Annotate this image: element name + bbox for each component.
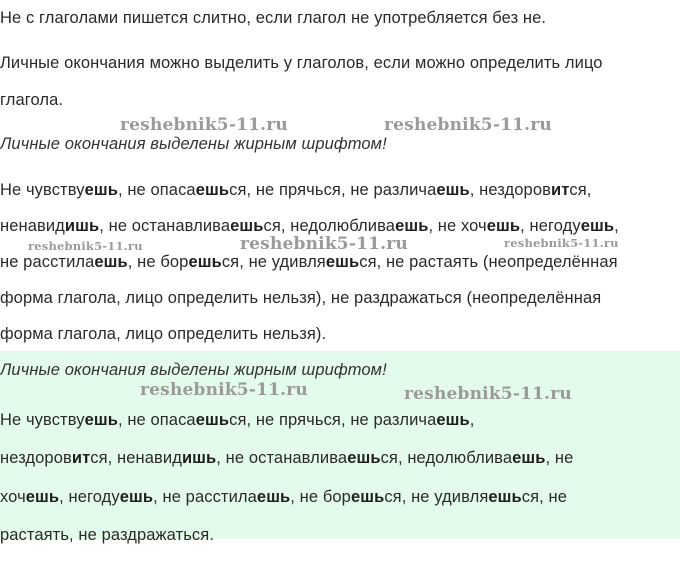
text-segment: хоч	[0, 488, 26, 506]
text-segment: , не бор	[127, 253, 189, 271]
rule-text-line-3: глагола.	[0, 91, 64, 109]
personal-ending-bold: ешь	[230, 217, 264, 235]
text-segment: форма глагола, лицо определить нельзя), не раздражаться (неопределённая	[0, 289, 602, 307]
text-segment: ненавид	[0, 217, 65, 235]
watermark-text: reshebnik5-11.ru	[28, 239, 143, 253]
text-segment: Не чувству	[0, 181, 85, 199]
section1-heading: Личные окончания выделены жирным шрифтом!	[0, 135, 387, 153]
watermark-text: reshebnik5-11.ru	[120, 115, 288, 135]
text-segment: ся, не удивля	[384, 488, 489, 506]
text-segment: , негоду	[59, 488, 120, 506]
personal-ending-bold: ишь	[181, 449, 217, 467]
rule-text-line-1: Не с глаголами пишется слитно, если глагол не употребляется без не.	[0, 9, 547, 27]
text-segment: , не	[545, 449, 574, 467]
text-segment: форма глагола, лицо определить нельзя).	[0, 325, 327, 343]
personal-ending-bold: ит	[71, 449, 91, 467]
watermark-text: reshebnik5-11.ru	[240, 234, 408, 254]
text-segment: ся, недолюблива	[263, 217, 396, 235]
personal-ending-bold: ешь	[256, 488, 291, 506]
text-segment: , негоду	[520, 217, 581, 235]
text-segment: ,	[469, 411, 475, 429]
personal-ending-bold: ишь	[64, 217, 100, 235]
personal-ending-bold: ешь	[350, 488, 385, 506]
text-segment: , не опаса	[117, 411, 196, 429]
text-segment: , нездоров	[469, 181, 551, 199]
text-segment: , не расстила	[153, 488, 257, 506]
personal-ending-bold: ешь	[195, 181, 230, 199]
text-segment: , не останавлива	[99, 217, 231, 235]
section1-line	[0, 252, 618, 272]
text-segment: ся, ненавид	[90, 449, 182, 467]
personal-ending-bold: ешь	[325, 253, 360, 271]
personal-ending-bold: ешь	[436, 181, 470, 199]
personal-ending-bold: ешь	[25, 488, 60, 506]
personal-ending-bold: ешь	[395, 217, 429, 235]
watermark-text: reshebnik5-11.ru	[384, 115, 552, 135]
personal-ending-bold: ит	[550, 181, 570, 199]
section1-line	[0, 288, 601, 308]
personal-ending-bold: ешь	[347, 449, 381, 467]
text-segment: ,	[614, 217, 619, 235]
section1-line	[0, 180, 592, 200]
text-segment: , не опаса	[117, 181, 196, 199]
text-segment: ся, не удивля	[221, 253, 326, 271]
watermark-text: reshebnik5-11.ru	[140, 380, 308, 400]
text-segment: ся, не растаять (неопределённая	[359, 253, 618, 271]
text-segment: ся, недолюблива	[380, 449, 513, 467]
personal-ending-bold: ешь	[94, 253, 128, 271]
personal-ending-bold: ешь	[580, 217, 615, 235]
rule-text-line-2: Личные окончания можно выделить у глаголов, если можно определить лицо	[0, 54, 603, 72]
section2-line	[0, 525, 214, 545]
section1-line	[0, 324, 326, 344]
personal-ending-bold: ешь	[84, 181, 118, 199]
text-segment: ся, не прячься, не различа	[229, 411, 437, 429]
section1-line	[0, 216, 619, 236]
section2-line	[0, 410, 474, 430]
personal-ending-bold: ешь	[188, 253, 222, 271]
watermark-text: reshebnik5-11.ru	[404, 384, 572, 404]
section2-heading: Личные окончания выделены жирным шрифтом!	[0, 361, 387, 379]
personal-ending-bold: ешь	[486, 217, 521, 235]
text-segment: растаять, не раздражаться.	[0, 526, 215, 544]
text-segment: ся, не	[521, 488, 567, 506]
section2-line	[0, 448, 573, 468]
personal-ending-bold: ешь	[119, 488, 154, 506]
personal-ending-bold: ешь	[436, 411, 470, 429]
section2-line	[0, 487, 567, 507]
text-segment: не расстила	[0, 253, 95, 271]
text-segment: ся,	[569, 181, 592, 199]
personal-ending-bold: ешь	[512, 449, 546, 467]
personal-ending-bold: ешь	[488, 488, 522, 506]
personal-ending-bold: ешь	[84, 411, 118, 429]
text-segment: ся, не прячься, не различа	[229, 181, 437, 199]
text-segment: , не хоч	[428, 217, 487, 235]
watermark-text: reshebnik5-11.ru	[504, 236, 619, 250]
personal-ending-bold: ешь	[195, 411, 230, 429]
text-segment: Не чувству	[0, 411, 85, 429]
text-segment: нездоров	[0, 449, 72, 467]
text-segment: , не бор	[290, 488, 351, 506]
text-segment: , не останавлива	[216, 449, 348, 467]
